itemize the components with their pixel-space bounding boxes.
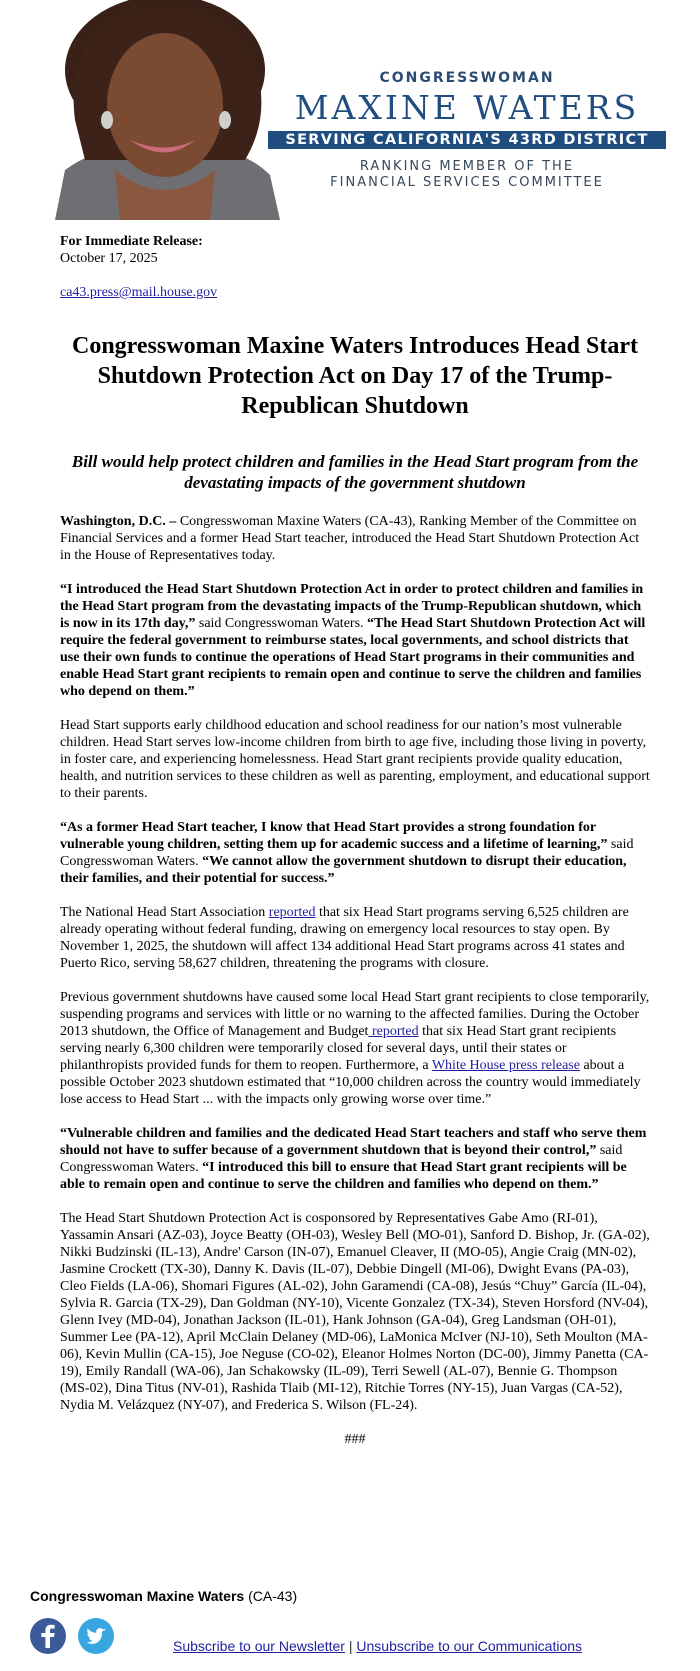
press-email-link[interactable]: ca43.press@mail.house.gov bbox=[60, 285, 218, 300]
facebook-icon[interactable] bbox=[30, 1618, 66, 1654]
end-mark: ### bbox=[344, 1432, 366, 1447]
release-label: For Immediate Release: bbox=[60, 234, 203, 249]
white-house-press-release-link[interactable]: White House press release bbox=[431, 1058, 580, 1073]
subscribe-newsletter-link[interactable]: Subscribe to our Newsletter bbox=[173, 1638, 345, 1654]
release-date: October 17, 2025 bbox=[60, 251, 158, 266]
quote-text: “As a former Head Start teacher, I know that Head Start provides a strong foundation for vulnerable young children, setting them up for academic success and a lifetime of learning,” bbox=[60, 820, 608, 852]
text: that six Head Start programs serving 6,525 children are already operating without federal funding, drawing on emergency local resources to stay open. By November 1, 2025, the shutdown will affect 134 additional Head Start programs across 41 states and Puerto Rico, serving 58,627 children, threatening the programs with closure. bbox=[60, 905, 629, 971]
text: The National Head Start Association bbox=[60, 905, 269, 920]
paragraph-history bbox=[60, 989, 650, 1108]
brand-name: MAXINE WATERS bbox=[294, 88, 640, 127]
attribution: said Congresswoman Waters. bbox=[195, 616, 368, 631]
press-release-body bbox=[60, 233, 650, 1448]
footer-name: Congresswoman Maxine Waters bbox=[30, 1588, 245, 1604]
paragraph-quote-2 bbox=[60, 819, 650, 887]
intro-text: Congresswoman Maxine Waters (CA-43), Ranking Member of the Committee on Financial Services and a former Head Start teacher, introduced the Head Start Shutdown Protection Act in the House of Representatives today. bbox=[60, 514, 640, 563]
quote-text: “Vulnerable children and families and the dedicated Head Start teachers and staff who serve them should not have to suffer because of a government shutdown that is beyond their control,” bbox=[60, 1126, 647, 1158]
paragraph-nhsa bbox=[60, 904, 650, 972]
nhsa-reported-link[interactable]: reported bbox=[268, 905, 316, 920]
twitter-icon[interactable] bbox=[78, 1618, 114, 1654]
attribution: said Congresswoman Waters. bbox=[60, 1143, 623, 1175]
quote-text: “We cannot allow the government shutdown to disrupt their education, their families, and their potential for success.” bbox=[60, 854, 627, 886]
brand-rank-line2: FINANCIAL SERVICES COMMITTEE bbox=[330, 175, 604, 190]
dateline: Washington, D.C. – bbox=[60, 514, 177, 529]
quote-text: “The Head Start Shutdown Protection Act will require the federal government to reimburse states, local governments, and school districts that use their own funds to continue the operations of Head Start programs in their communities and enable Head Start grant recipients to remain open and continue to serve the children and families who depend on them.” bbox=[60, 616, 646, 699]
brand-district: SERVING CALIFORNIA'S 43RD DISTRICT bbox=[268, 131, 666, 149]
header-banner bbox=[0, 0, 700, 220]
quote-text: “I introduced this bill to ensure that Head Start grant recipients will be able to remain open and continue to serve the children and families who depend on them.” bbox=[60, 1160, 627, 1192]
paragraph-quote-1 bbox=[60, 581, 650, 700]
page-title: Congresswoman Maxine Waters Introduces Head Start Shutdown Protection Act on Day 17 of the Trump-Republican Shutdown bbox=[72, 333, 638, 419]
text: Previous government shutdowns have caused some local Head Start grant recipients to close temporarily, suspending programs and services with little or no warning to the affected families. During the October 2013 shutdown, the Office of Management and Budget bbox=[60, 990, 650, 1039]
paragraph-quote-3 bbox=[60, 1125, 650, 1193]
subscription-links bbox=[173, 1638, 582, 1654]
paragraph-intro bbox=[60, 513, 650, 564]
brand-title-prefix: CONGRESSWOMAN bbox=[379, 70, 555, 86]
footer-district: (CA-43) bbox=[244, 1588, 298, 1604]
omb-reported-link[interactable]: reported bbox=[368, 1024, 419, 1039]
attribution: said Congresswoman Waters. bbox=[60, 837, 634, 869]
brand-rank-line1: RANKING MEMBER OF THE bbox=[359, 159, 575, 174]
portrait-photo bbox=[45, 0, 285, 220]
subtitle: Bill would help protect children and families in the Head Start program from the devastating impacts of the government shutdown bbox=[71, 452, 639, 492]
paragraph-background: Head Start supports early childhood education and school readiness for our nation’s most vulnerable children. Head Start serves low-income children from birth to age five, including those living in poverty, in foster care, and experiencing homelessness. Head Start grant recipients provide quality education, health, and nutrition services to these children as well as parenting, employment, and educational support to their parents. bbox=[60, 718, 650, 801]
text: about a possible October 2023 shutdown estimated that “10,000 children across the country would immediately lose access to Head Start ... with the impacts only growing worse over time.” bbox=[60, 1058, 641, 1107]
paragraph-cosponsors: The Head Start Shutdown Protection Act is cosponsored by Representatives Gabe Amo (RI-01), Yassamin Ansari (AZ-03), Joyce Beatty (OH-03), Wesley Bell (MO-01), Sanford D. Bishop, Jr. (GA-02), Nikki Budzinski (IL-13), Andre' Carson (IN-07), Emanuel Cleaver, II (MO-05), Angie Craig (MN-02), Jasmine Crockett (TX-30), Danny K. Davis (IL-07), Debbie Dingell (MI-06), Dwight Evans (PA-03), Cleo Fields (LA-06), Shomari Figures (AL-02), John Garamendi (CA-08), Jesús “Chuy” García (IL-04), Sylvia R. Garcia (TX-29), Dan Goldman (NY-10), Vicente Gonzalez (TX-34), Steven Horsford (NV-04), Glenn Ivey (MD-04), Jonathan Jackson (IL-01), Hank Johnson (GA-04), Greg Landsman (OH-01), Summer Lee (PA-12), April McClain Delaney (MD-06), LaMonica McIver (NJ-10), Seth Moulton (MA-06), Kevin Mullin (CA-15), Joe Neguse (CO-02), Eleanor Holmes Norton (DC-00), Jimmy Panetta (CA-19), Emily Randall (WA-06), Jan Schakowsky (IL-09), Terri Sewell (AL-07), Bennie G. Thompson (MS-02), Dina Titus (NV-01), Rashida Tlaib (MI-12), Ritchie Torres (NY-15), Juan Vargas (CA-52), Nydia M. Velázquez (NY-07), and Frederica S. Wilson (FL-24). bbox=[60, 1211, 650, 1413]
unsubscribe-link[interactable]: Unsubscribe to our Communications bbox=[356, 1638, 583, 1654]
footer bbox=[30, 1588, 680, 1654]
link-separator: | bbox=[344, 1638, 357, 1654]
quote-text: “I introduced the Head Start Shutdown Protection Act in order to protect children and families in the Head Start program from the devastating impacts of the Trump-Republican shutdown, which is now in its 17th day,” bbox=[60, 582, 644, 631]
brand-logo bbox=[262, 70, 672, 191]
text: that six Head Start grant recipients serving nearly 6,300 children were temporarily closed for several days, until their states or philanthropists provided funds for them to reopen. Furthermore, a bbox=[60, 1024, 617, 1073]
